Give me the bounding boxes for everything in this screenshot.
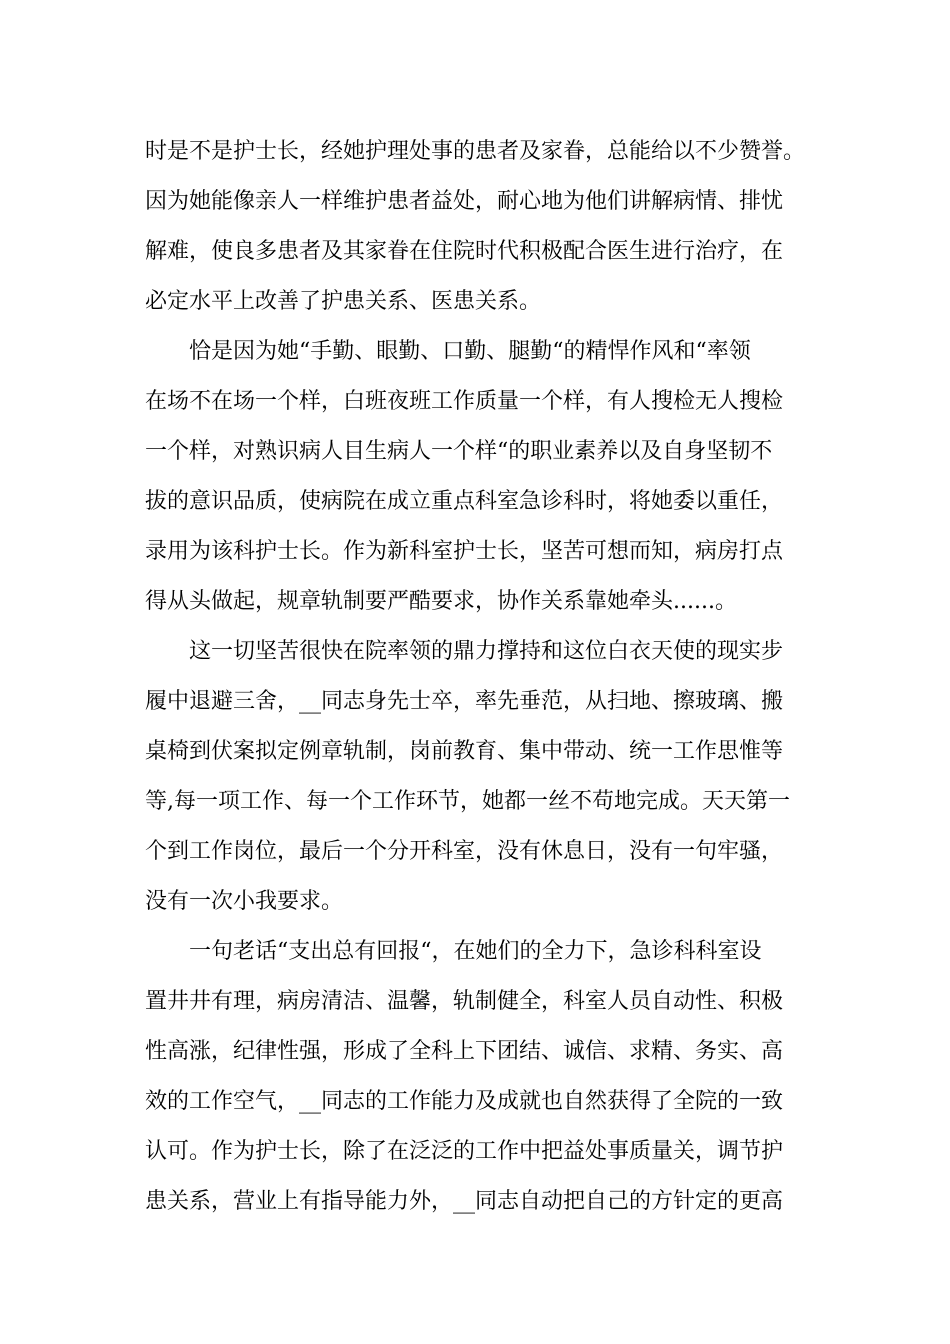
text-line-16: 没有一次小我要求。 bbox=[145, 889, 344, 914]
text-line-19: 性高涨，纪律性强，形成了全科上下团结、诚信、求精、务实、高 bbox=[145, 1039, 784, 1064]
text-line-14: 等,每一项工作、每一个工作环节，她都一丝不苟地完成。天天第一 bbox=[145, 789, 790, 814]
text-line-5: 恰是因为她“手勤、眼勤、口勤、腿勤“的精悍作风和“率领 bbox=[145, 339, 751, 364]
text-line-22: 患关系，营业上有指导能力外，__同志自动把自己的方针定的更高 bbox=[145, 1189, 784, 1214]
text-line-21: 认可。作为护士长，除了在泛泛的工作中把益处事质量关，调节护 bbox=[145, 1139, 784, 1164]
text-line-15: 个到工作岗位，最后一个分开科室，没有休息日，没有一句牢骚， bbox=[145, 839, 784, 864]
body-text bbox=[145, 127, 815, 1227]
text-line-7: 一个样，对熟识病人目生病人一个样“的职业素养以及自身坚韧不 bbox=[145, 439, 773, 464]
text-line-3: 解难，使良多患者及其家眷在住院时代积极配合医生进行治疗，在 bbox=[145, 239, 784, 264]
text-line-17: 一句老话“支出总有回报“，在她们的全力下，急诊科科室设 bbox=[145, 939, 762, 964]
text-line-13: 桌椅到伏案拟定例章轨制，岗前教育、集中带动、统一工作思惟等 bbox=[145, 739, 784, 764]
text-line-20: 效的工作空气，__同志的工作能力及成就也自然获得了全院的一致 bbox=[145, 1089, 784, 1114]
text-line-12: 履中退避三舍，__同志身先士卒，率先垂范，从扫地、擦玻璃、搬 bbox=[145, 689, 784, 714]
text-line-6: 在场不在场一个样，白班夜班工作质量一个样，有人搜检无人搜检 bbox=[145, 389, 784, 414]
text-line-4: 必定水平上改善了护患关系、医患关系。 bbox=[145, 289, 542, 314]
text-line-8: 拔的意识品质，使病院在成立重点科室急诊科时，将她委以重任， bbox=[145, 489, 784, 514]
text-line-9: 录用为该科护士长。作为新科室护士长，坚苦可想而知，病房打点 bbox=[145, 539, 784, 564]
text-line-11: 这一切坚苦很快在院率领的鼎力撑持和这位白衣天使的现实步 bbox=[145, 639, 784, 664]
text-line-1: 时是不是护士长，经她护理处事的患者及家眷，总能给以不少赞誉。 bbox=[145, 139, 806, 164]
text-line-10: 得从头做起，规章轨制要严酷要求，协作关系靠她牵头......。 bbox=[145, 589, 737, 614]
text-line-2: 因为她能像亲人一样维护患者益处，耐心地为他们讲解病情、排忧 bbox=[145, 189, 784, 214]
text-line-18: 置井井有理，病房清洁、温馨，轨制健全，科室人员自动性、积极 bbox=[145, 989, 784, 1014]
